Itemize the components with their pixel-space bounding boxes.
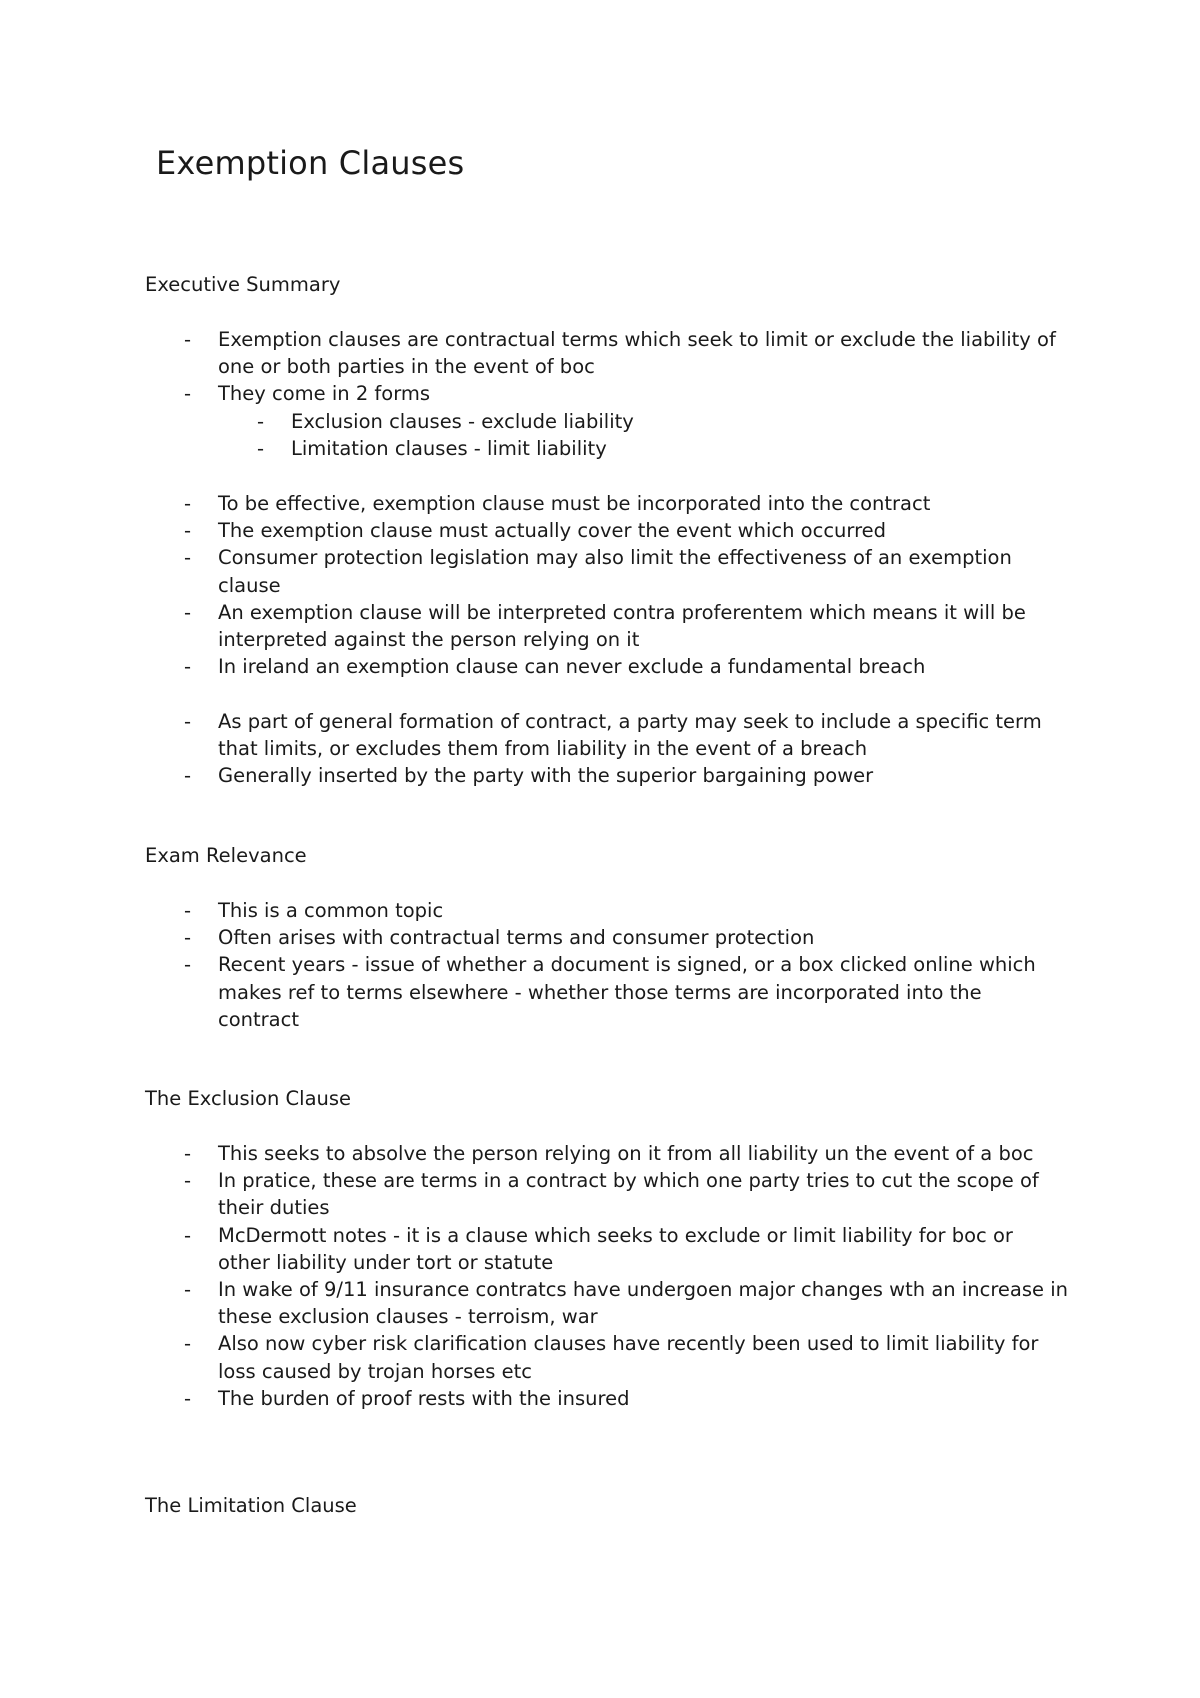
- list-item: [0, 1276, 1200, 1330]
- exclusion-clause-list: [0, 1140, 1200, 1412]
- bullet-dash: -: [184, 382, 192, 406]
- list-item: [0, 1330, 1200, 1384]
- bullet-dash: -: [184, 899, 192, 922]
- list-item-text: Also now cyber risk clarification clauses have recently been used to limit liability for loss caused by trojan horses etc: [218, 1332, 1039, 1383]
- list-item: [0, 490, 1200, 517]
- list-item-text: As part of general formation of contract, a party may seek to include a specific term that limits, or excludes them from liability in the event of a breach: [218, 710, 1042, 761]
- list-item: [0, 653, 1200, 680]
- bullet-dash: -: [257, 436, 265, 460]
- list-item: [0, 1385, 1200, 1412]
- bullet-dash: -: [184, 764, 192, 788]
- list-item: [0, 326, 1200, 380]
- bullet-dash: -: [184, 953, 192, 977]
- list-item: [0, 380, 1200, 407]
- bullet-dash: -: [184, 655, 192, 679]
- executive-summary-list-2: [0, 490, 1200, 680]
- list-item: [0, 1222, 1200, 1276]
- list-item-text: They come in 2 forms: [218, 382, 431, 406]
- list-item-text: In pratice, these are terms in a contract by which one party tries to cut the scope of their duties: [218, 1169, 1039, 1220]
- list-item: [0, 924, 1200, 951]
- list-item-text: The exemption clause must actually cover the event which occurred: [218, 519, 887, 543]
- bullet-dash: -: [184, 926, 192, 950]
- list-item: [0, 951, 1200, 1033]
- bullet-dash: -: [184, 600, 192, 624]
- heading-exclusion-clause: The Exclusion Clause: [145, 1087, 352, 1110]
- bullet-dash: -: [184, 1142, 192, 1165]
- list-item-text: Limitation clauses - limit liability: [291, 436, 607, 460]
- list-item: [0, 599, 1200, 653]
- list-item-text: Exclusion clauses - exclude liability: [291, 409, 634, 433]
- list-item-text: Often arises with contractual terms and consumer protection: [218, 926, 815, 950]
- bullet-dash: -: [184, 1386, 192, 1410]
- bullet-dash: -: [257, 409, 265, 433]
- bullet-dash: -: [184, 1278, 192, 1302]
- list-item-text: In wake of 9/11 insurance contratcs have undergoen major changes wth an increase in these exclusion clauses - terroism, war: [218, 1278, 1068, 1329]
- executive-summary-list-1: [0, 326, 1200, 462]
- heading-exam-relevance: Exam Relevance: [145, 844, 307, 867]
- list-item-text: This is a common topic: [218, 899, 444, 922]
- document-title: Exemption Clauses: [156, 144, 465, 182]
- bullet-dash: -: [184, 710, 192, 733]
- bullet-dash: -: [184, 1223, 192, 1247]
- heading-limitation-clause: The Limitation Clause: [145, 1494, 357, 1517]
- list-item: [0, 517, 1200, 544]
- list-item-text: Recent years - issue of whether a document is signed, or a box clicked online which makes ref to terms elsewhere - whether those terms are incorporated into the contract: [218, 953, 1036, 1031]
- list-item: [0, 1140, 1200, 1167]
- list-item-text: Exemption clauses are contractual terms which seek to limit or exclude the liability of one or both parties in the event of boc: [218, 328, 1056, 379]
- list-item: [0, 897, 1200, 924]
- bullet-dash: -: [184, 1332, 192, 1356]
- bullet-dash: -: [184, 1169, 192, 1193]
- heading-executive-summary: Executive Summary: [145, 273, 341, 296]
- list-item-text: In ireland an exemption clause can never exclude a fundamental breach: [218, 655, 926, 679]
- sub-list-item: [0, 435, 1200, 462]
- list-item-text: Consumer protection legislation may also limit the effectiveness of an exemption clause: [218, 546, 1012, 597]
- list-item: [0, 762, 1200, 789]
- exam-relevance-list: [0, 897, 1200, 1033]
- executive-summary-list-3: [0, 708, 1200, 790]
- bullet-dash: -: [184, 519, 192, 543]
- list-item-text: This seeks to absolve the person relying on it from all liability un the event of a boc: [218, 1142, 1034, 1165]
- list-item-text: An exemption clause will be interpreted contra proferentem which means it will be interpreted against the person relying on it: [218, 600, 1026, 652]
- list-item: [0, 1167, 1200, 1221]
- list-item-text: To be effective, exemption clause must be incorporated into the contract: [218, 492, 931, 515]
- list-item-text: Generally inserted by the party with the superior bargaining power: [218, 764, 874, 788]
- list-item: [0, 544, 1200, 598]
- list-item-text: The burden of proof rests with the insured: [218, 1386, 630, 1410]
- bullet-dash: -: [184, 492, 192, 515]
- list-item: [0, 708, 1200, 762]
- bullet-dash: -: [184, 546, 192, 570]
- list-item-text: McDermott notes - it is a clause which seeks to exclude or limit liability for boc or other liability under tort or statute: [218, 1223, 1013, 1274]
- sub-list-item: [0, 408, 1200, 435]
- bullet-dash: -: [184, 328, 192, 351]
